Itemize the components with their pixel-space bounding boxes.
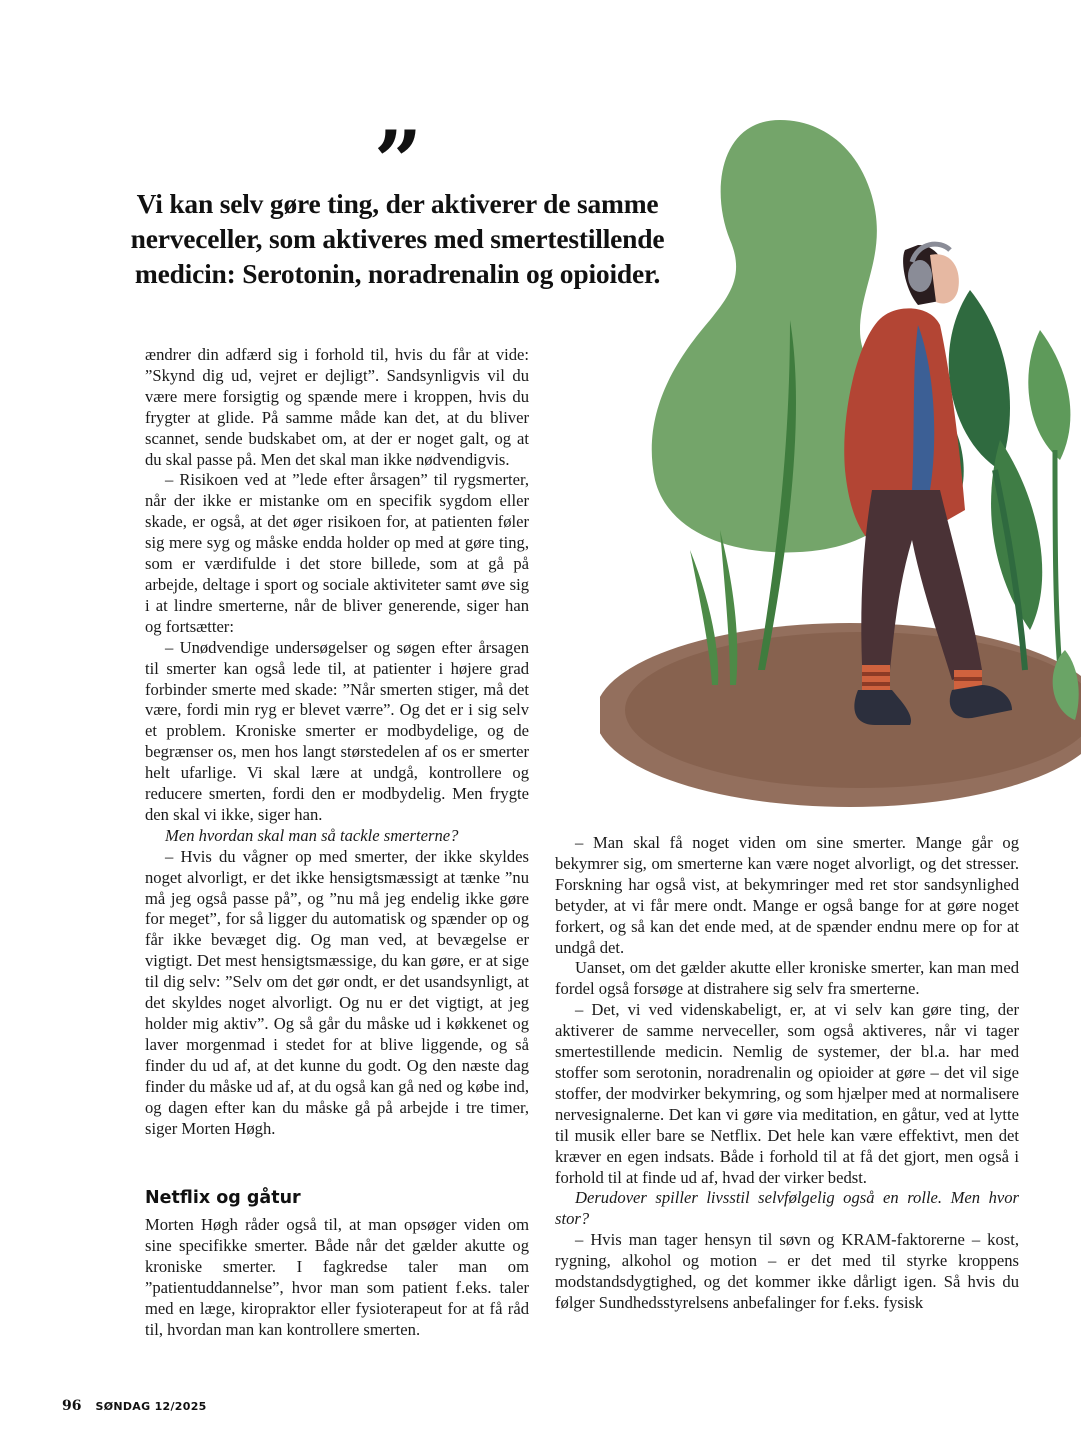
- left-column-continued: [145, 1215, 529, 1340]
- magazine-issue: SØNDAG 12/2025: [95, 1400, 207, 1413]
- subheading: Netflix og gåtur: [145, 1188, 301, 1208]
- pull-quote: Vi kan selv gøre ting, der aktiverer de samme nerveceller, som aktiveres med smertestillende medicin: Serotonin, noradrenalin og opioider.: [130, 188, 665, 289]
- paragraph: – Det, vi ved videnskabeligt, er, at vi selv kan gøre ting, der aktiverer de samme nerveceller, som også aktiveres, når vi tager smertestillende medicin. Nemlig de systemer, der bl.a. har med stoffer som serotonin, noradrenalin og opioider at gøre – det vil sige stoffer, der modvirker bekymring, og som hjælper med at normalisere nervesignalerne. Det kan vi gøre via meditation, en gåtur, ved at lytte til musik eller bare se Netflix. Det hele kan være effektivt, men det kræver en egen indsats. Både i forhold til at få det gjort, men også i forhold til at finde ud af, hvad der virker bedst.: [555, 1000, 1019, 1187]
- paragraph: – Unødvendige undersøgelser og søgen efter årsagen til smerter kan også lede til, at patienter i højere grad forbinder smerte med skade: ”Når smerten stiger, må det være, fordi min ryg er blevet værre”. Og det er i sig selv et problem. Kroniske smerter er modbydelige, og de begrænser os, men hos langt størstedelen af os er smerter helt ufarlige. Vi skal lære at undgå, kontrollere og reducere smerten, fordi den er modbydelig. Men frygte den skal vi ikke, siger han.: [145, 637, 529, 824]
- right-column: [555, 833, 1019, 1314]
- quote-mark: ”: [373, 112, 423, 211]
- paragraph: – Hvis du vågner op med smerter, der ikke skyldes noget alvorligt, er det ikke hensigtsmæssigt at tænke ”nu må jeg også passe på”, og ”nu må jeg endelig ikke gøre for meget”, for så ligger du automatisk og spænder op og får ikke bevæget dig. Og man ved, at bevægelse er vigtigt. Det mest hensigtsmæssige, du kan gøre, er at sige til dig selv: ”Selv om det gør ondt, er det usandsynligt, at det skyldes noget alvorligt. Og nu er det vigtigt, at jeg holder mig aktiv”. Og så går du måske ud i køkkenet og laver morgenmad i stedet for at blive liggende, og så finder du ud af, at det kunne du godt. Og den næste dag finder du måske ud af, at du også kan gå ned og købe ind, og dagen efter kan du måske gå på arbejde i tre timer, siger Morten Høgh.: [145, 846, 529, 1138]
- paragraph: – Risikoen ved at ”lede efter årsagen” til rygsmerter, når der ikke er mistanke om en specifik sygdom eller skade, er også, at det øger risikoen for, at patienten føler sig mere syg og måske endda holder op med at gøre ting, som er værdifulde i det store billede, som at gå på arbejde, deltage i sport og sociale aktiviteter samt øve sig i at lindre smerterne, når de bliver generende, siger han og fortsætter:: [145, 470, 529, 636]
- page-number: 96: [62, 1398, 82, 1414]
- interview-question: Men hvordan skal man så tackle smerterne?: [165, 825, 459, 845]
- interview-question: Derudover spiller livsstil selvfølgelig også en rolle. Men hvor stor?: [555, 1188, 1019, 1229]
- paragraph: ændrer din adfærd sig i forhold til, hvis du får at vide: ”Skynd dig ud, vejret er dejligt”. Sandsynligvis vil du være mere forsigtig og spænde mere i kroppen, hvis du frygter at glide. På samme måde kan det, at du bliver scannet, sende budskabet om, at der er noget galt, og at du skal passe på. Men det skal man ikke nødvendigvis.: [145, 345, 529, 469]
- illustration-woman-walking: [600, 110, 1081, 810]
- paragraph: – Hvis man tager hensyn til søvn og KRAM-faktorerne – kost, rygning, alkohol og motion – er det med til styrke kroppens modstandsdygtighed, og det kommer ikke dårligt igen. Så hvis du følger Sundhedsstyrelsens anbefalinger for f.eks. fysisk: [555, 1230, 1019, 1312]
- paragraph: Morten Høgh råder også til, at man opsøger viden om sine specifikke smerter. Både når det gælder akutte og kroniske smerter. I fagkredse taler man om ”patientuddannelse”, hvor man som patient f.eks. taler med en læge, kiropraktor eller fysioterapeut for at få råd til, hvordan man kan kontrollere smerten.: [145, 1215, 529, 1339]
- page-footer: [62, 1398, 207, 1414]
- paragraph: Uanset, om det gælder akutte eller kroniske smerter, kan man med fordel også forsøge at distrahere sig selv fra smerterne.: [555, 958, 1019, 999]
- left-column: [145, 345, 529, 1139]
- paragraph: – Man skal få noget viden om sine smerter. Mange går og bekymrer sig, om smerterne kan være noget alvorligt, og det stresser. Forskning har også vist, at bekymringer med ret stor sandsynlighed betyder, at vi får mere ondt. Mange er også bange for at gøre noget forkert, og så kan det ende med, at de spænder endnu mere op for at undgå det.: [555, 833, 1019, 957]
